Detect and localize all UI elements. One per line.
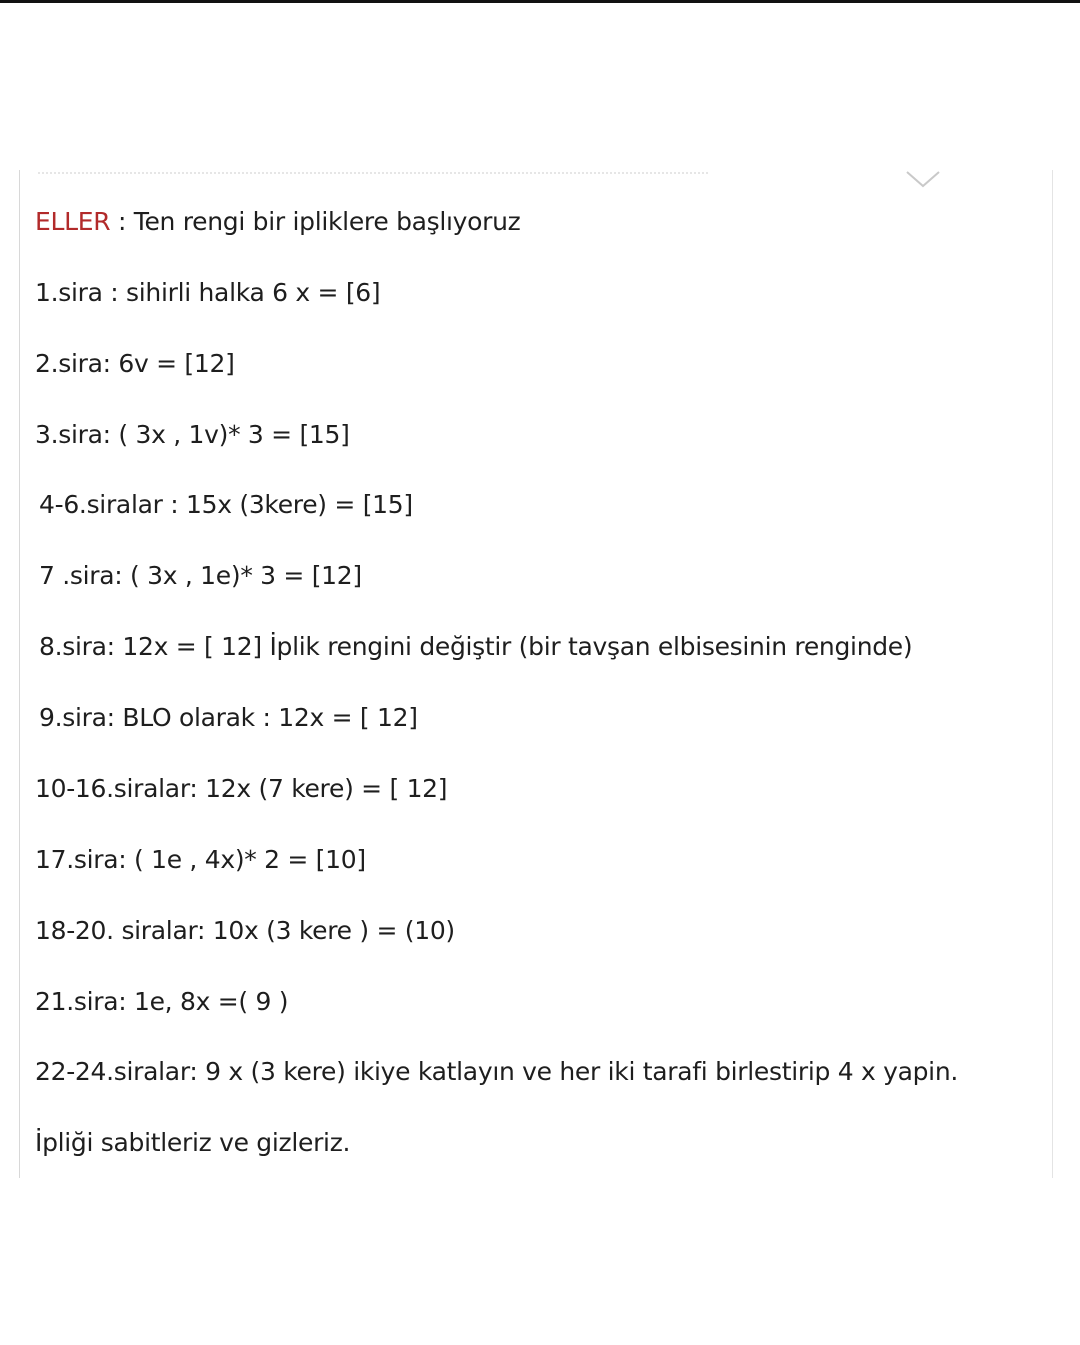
row-instruction: 3.sira: ( 3x , 1v)* 3 = [15]	[35, 420, 350, 449]
row-instruction: 4-6.siralar : 15x (3kere) = [15]	[39, 490, 413, 519]
row-instruction: 9.sira: BLO olarak : 12x = [ 12]	[39, 703, 418, 732]
faded-divider	[38, 172, 708, 174]
top-border	[0, 0, 1080, 3]
row-instruction: 17.sira: ( 1e , 4x)* 2 = [10]	[35, 845, 366, 874]
row-instruction: 1.sira : sihirli halka 6 x = [6]	[35, 278, 381, 307]
row-instruction: 10-16.siralar: 12x (7 kere) = [ 12]	[35, 774, 448, 803]
closing-note: İpliği sabitleriz ve gizleriz.	[35, 1128, 351, 1157]
row-instruction: 21.sira: 1e, 8x =( 9 )	[35, 987, 289, 1016]
row-instruction: 7 .sira: ( 3x , 1e)* 3 = [12]	[39, 561, 362, 590]
row-instruction: 8.sira: 12x = [ 12] İplik rengini değiştir (bir tavşan elbisesinin renginde)	[39, 632, 913, 661]
document-panel	[19, 170, 1053, 1178]
row-instruction: 18-20. siralar: 10x (3 kere ) = (10)	[35, 916, 455, 945]
row-instruction: 2.sira: 6v = [12]	[35, 349, 235, 378]
section-heading	[35, 206, 521, 238]
section-label: ELLER	[35, 207, 111, 236]
chevron-down-icon[interactable]	[905, 170, 941, 190]
section-heading-text: : Ten rengi bir ipliklere başlıyoruz	[110, 207, 521, 236]
row-instruction: 22-24.siralar: 9 x (3 kere) ikiye katlayın ve her iki tarafi birlestirip 4 x yapin.	[35, 1057, 959, 1086]
